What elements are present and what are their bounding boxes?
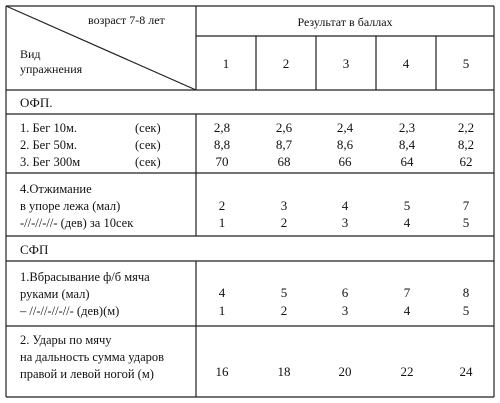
table-cell: 5 — [403, 198, 411, 213]
table-cell: 2 — [218, 198, 226, 213]
table-cell: 2,3 — [398, 120, 416, 135]
age-label: возраст 7-8 лет — [88, 13, 165, 27]
score-header-1: 1 — [222, 56, 230, 71]
table-cell: 20 — [338, 364, 352, 379]
pushups-label-1: 4.Отжимание — [20, 182, 92, 196]
run-unit-1: (сек) — [135, 121, 161, 135]
pushups-values — [219, 198, 470, 230]
table-cell: 3 — [341, 215, 349, 230]
table-cell: 24 — [459, 364, 473, 379]
table-cell: 18 — [277, 364, 291, 379]
table-cell: 7 — [462, 198, 470, 213]
run-values — [214, 120, 474, 169]
table-cell: 1 — [218, 215, 226, 230]
table-cell: 8,7 — [275, 137, 293, 152]
run-label-3: 3. Бег 300м — [20, 155, 81, 169]
table-cell: 5 — [462, 215, 470, 230]
exercise-label-line1: Вид — [20, 47, 41, 61]
kicks-label-1: 2. Удары по мячу — [20, 333, 112, 347]
table-cell: 4 — [341, 198, 349, 213]
score-header-4: 4 — [402, 56, 410, 71]
table-cell: 3 — [280, 198, 288, 213]
run-label-2: 2. Бег 50м. — [20, 138, 78, 152]
table-cell: 6 — [341, 285, 349, 300]
run-unit-3: (сек) — [135, 155, 161, 169]
table-cell: 70 — [215, 154, 229, 169]
throw-label-2: руками (мал) — [20, 287, 90, 301]
table-cell: 16 — [215, 364, 229, 379]
table-cell: 22 — [400, 364, 414, 379]
table-cell: 2,2 — [457, 120, 475, 135]
throw-label-3: – //-//-//-//- (дев)(м) — [20, 304, 120, 318]
table-cell: 8,4 — [398, 137, 416, 152]
table-cell: 2,8 — [213, 120, 231, 135]
table-cell: 62 — [459, 154, 473, 169]
table-cell: 4 — [403, 215, 411, 230]
score-header-2: 2 — [282, 56, 290, 71]
section-ofp: ОФП. — [20, 95, 53, 110]
kicks-label-2: на дальность сумма ударов — [20, 350, 165, 364]
table-cell: 5 — [462, 303, 470, 318]
table-cell: 4 — [403, 303, 411, 318]
table-cell: 2,4 — [336, 120, 354, 135]
run-label-1: 1. Бег 10м. — [20, 121, 78, 135]
table-cell: 68 — [277, 154, 291, 169]
table-cell: 8,6 — [336, 137, 354, 152]
table-cell: 8 — [462, 285, 470, 300]
pushups-label-2: в упоре лежа (мал) — [20, 199, 121, 213]
table-cell: 2 — [280, 303, 288, 318]
section-sfp: СФП — [20, 242, 49, 257]
throw-values — [219, 285, 470, 318]
table-cell: 8,2 — [457, 137, 475, 152]
table-cell: 2,6 — [275, 120, 293, 135]
table-cell: 1 — [218, 303, 226, 318]
pushups-label-3: -//-//-//- (дев) за 10сек — [20, 216, 134, 230]
table-cell: 7 — [403, 285, 411, 300]
score-header-5: 5 — [462, 56, 470, 71]
run-unit-2: (сек) — [135, 138, 161, 152]
result-header: Результат в баллах — [297, 15, 393, 29]
kicks-values — [216, 364, 474, 379]
table-cell: 5 — [280, 285, 288, 300]
table-cell: 8,8 — [213, 137, 231, 152]
kicks-label-3: правой и левой ногой (м) — [20, 367, 154, 381]
table-cell: 3 — [341, 303, 349, 318]
table-cell: 2 — [280, 215, 288, 230]
exercise-label-line2: упражнения — [20, 62, 83, 76]
table-cell: 4 — [218, 285, 226, 300]
throw-label-1: 1.Вбрасывание ф/б мяча — [20, 270, 150, 284]
score-header-3: 3 — [342, 56, 350, 71]
table-cell: 66 — [338, 154, 352, 169]
table-cell: 64 — [400, 154, 414, 169]
